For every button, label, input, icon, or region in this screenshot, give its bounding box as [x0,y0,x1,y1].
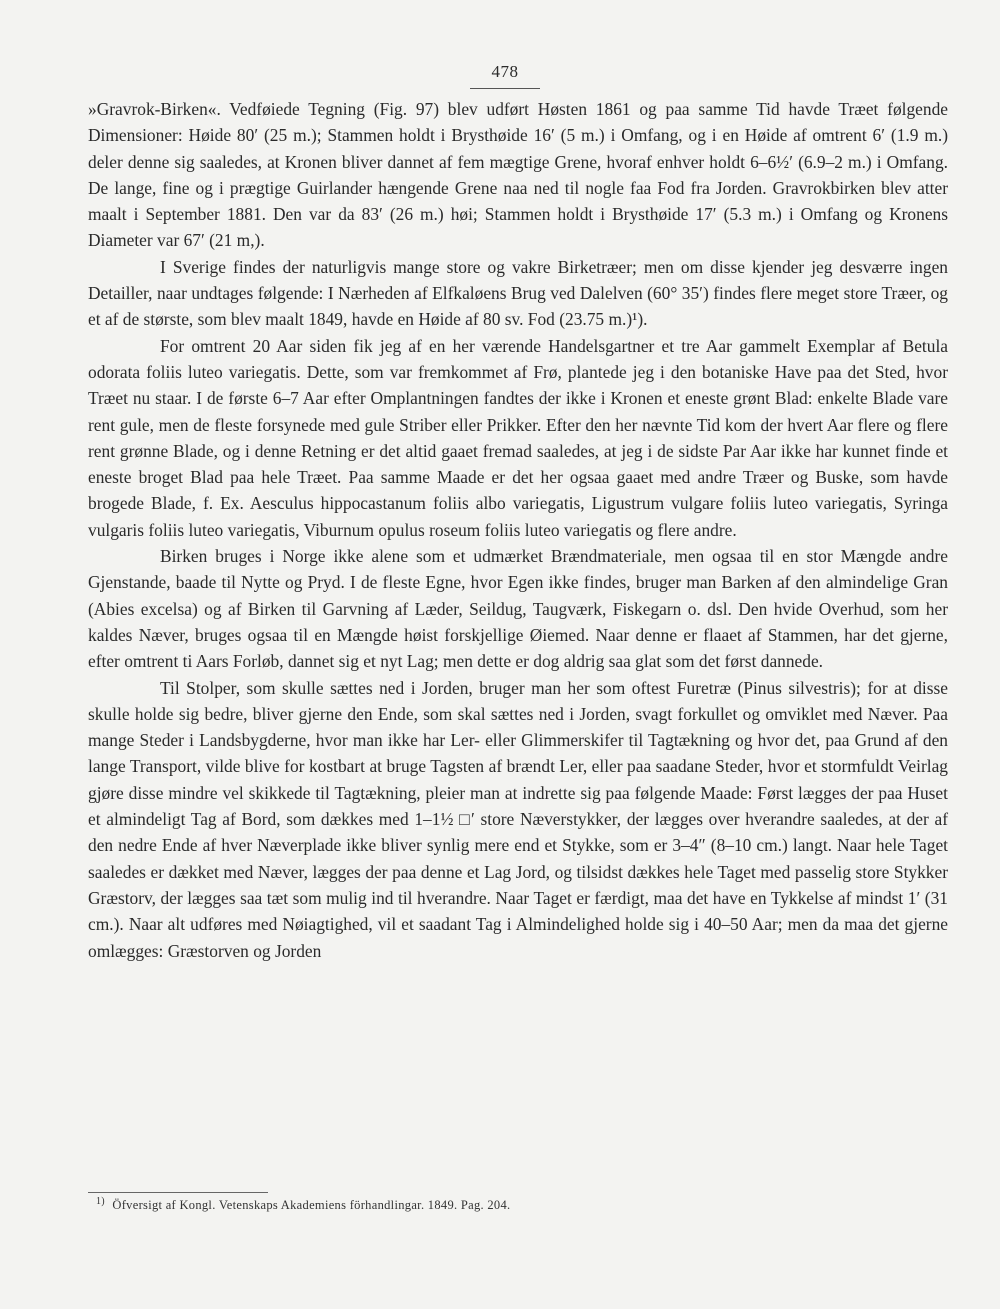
paragraph-stolper-tagtaekning: Til Stolper, som skulle sættes ned i Jorden, bruger man her som oftest Furetræ (Pinus silvestris); for at disse skulle holde sig bedre, bliver gjerne den Ende, som skal sættes ned i Jorden, svagt forkullet og omviklet med Næver. Paa mange Steder i Landsbygderne, hvor man ikke har Ler- eller Glimmerskifer til Tagtækning og hvor det, paa Grund af den lange Transport, vilde blive for kostbart at bruge Tagsten af brændt Ler, eller paa saadane Steder, hvor et stormfuldt Veirlag gjøre disse mindre vel skikkede til Tagtækning, pleier man at indrette sig paa følgende Maade: Først lægges der paa Huset et almindeligt Tag af Bord, som dækkes med 1–1½ □′ store Næverstykker, der lægges over hverandre saaledes, at der af den nedre Ende af hver Næverplade ikke bliver synlig mere end et Stykke, som er 3–4″ (8–10 cm.) langt. Naar hele Taget saaledes er dækket med Næver, lægges der paa denne et Lag Jord, og tilsidst dækkes hele Taget med passelig store Stykker Græstorv, der lægges saa tæt som mulig ind til hverandre. Naar Taget er færdigt, maa det have en Tykkelse af mindst 1′ (31 cm.). Naar alt udføres med Nøiagtighed, vil et saadant Tag i Almindelighed holde sig i 40–50 Aar; men da maa det gjerne omlægges: Græstorven og Jorden [88,677,948,961]
header-rule [470,88,540,89]
paragraph-sverige: I Sverige findes der naturligvis mange store og vakre Birketræer; men om disse kjender jeg desværre ingen Detailler, naar undtages følgende: I Nærheden af Elfkaløens Brug ved Dalelven (60° 35′) findes flere meget store Træer, og et af de største, som blev maalt 1849, havde en Høide af 80 sv. Fod (23.75 m.)¹). [88,256,948,330]
footnote-rule [88,1192,268,1193]
footnote-text: Öfversigt af Kongl. Vetenskaps Akademiens förhandlingar. 1849. Pag. 204. [112,1198,511,1213]
body-text [88,96,948,964]
footnote-marker: 1) [96,1196,105,1207]
footnote [96,1196,796,1213]
paragraph-gravrok-birken: »Gravrok-Birken«. Vedføiede Tegning (Fig. 97) blev udført Høsten 1861 og paa samme Tid havde Træet følgende Dimensioner: Høide 80′ (25 m.); Stammen holdt i Brysthøide 16′ (5 m.) i Omfang, og i en Høide af omtrent 6′ (1.9 m.) deler denne sig saaledes, at Kronen bliver dannet af fem mægtige Grene, hvoraf enhver holdt 6–6½′ (6.9–2 m.) i Omfang. De lange, fine og i prægtige Guirlander hængende Grene naa ned til nogle faa Fod fra Jorden. Gravrokbirken blev atter maalt i September 1881. Den var da 83′ (26 m.) høi; Stammen holdt i Brysthøide 17′ (5.3 m.) i Omfang og Kronens Diameter var 67′ (21 m,). [88,99,948,251]
page-header [470,62,540,89]
paragraph-betula-odorata: For omtrent 20 Aar siden fik jeg af en her værende Handelsgartner et tre Aar gammelt Exemplar af Betula odorata foliis luteo variegatis. Dette, som var fremkommet af Frø, plantede jeg i den botaniske Have paa det Sted, hvor Træet nu staar. I de første 6–7 Aar efter Omplantningen fandtes der ikke i Kronen et eneste grønt Blad: enkelte Blade vare rent gule, men de fleste forsynede med gule Striber eller Prikker. Efter den her nævnte Tid kom der hvert Aar flere og flere rent grønne Blade, og i denne Retning er det altid gaaet fremad saaledes, at jeg i de sidste Par Aar ikke har kunnet finde et eneste broget Blad paa hele Træet. Paa samme Maade er det her ogsaa gaaet med andre Træer og Buske, som havde brogede Blade, f. Ex. Aesculus hippocastanum foliis albo variegatis, Ligustrum vulgare foliis luteo variegatis, Syringa vulgaris foliis luteo variegatis, Viburnum opulus roseum foliis luteo variegatis og flere andre. [88,335,948,540]
paragraph-birken-bruges: Birken bruges i Norge ikke alene som et udmærket Brændmateriale, men ogsaa til en stor Mængde andre Gjenstande, baade til Nytte og Pryd. I de fleste Egne, hvor Egen ikke findes, bruger man Barken af den almindelige Gran (Abies excelsa) og af Birken til Garvning af Læder, Seildug, Taugværk, Fiskegarn o. dsl. Den hvide Overhud, som her kaldes Næver, bruges ogsaa til en Mængde høist forskjellige Øiemed. Naar denne er flaaet af Stammen, har det gjerne, efter omtrent ti Aars Forløb, dannet sig et nyt Lag; men dette er dog aldrig saa glat som det først dannede. [88,546,948,672]
page-number: 478 [491,62,519,81]
